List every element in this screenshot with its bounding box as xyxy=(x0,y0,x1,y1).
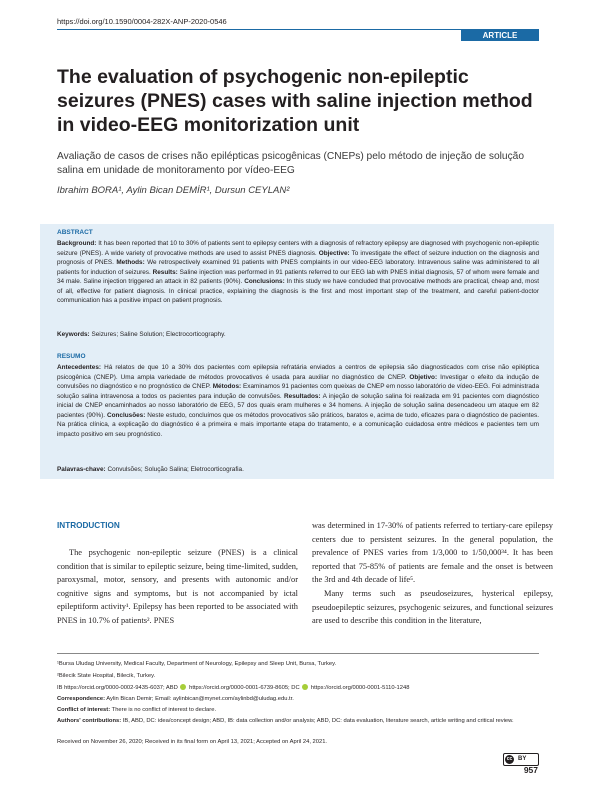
orcid-icon xyxy=(180,684,186,690)
article-type-badge: ARTICLE xyxy=(461,30,539,41)
objective-text: To investigate the effect of seizure induction on the diagnosis and prognosis of PNES. xyxy=(57,249,539,266)
intro-column-right xyxy=(312,519,553,628)
orcid-link-3[interactable]: https://orcid.org/0000-0001-5110-1248 xyxy=(310,685,410,691)
conflict-label: Conflict of interest: xyxy=(57,707,111,713)
orcid-line xyxy=(57,684,539,693)
conflict-text: There is no conflict of interest to declare. xyxy=(111,707,217,713)
palavras-chave-line xyxy=(57,465,244,475)
page-number: 957 xyxy=(523,765,538,775)
correspondence-label: Correspondence: xyxy=(57,696,105,702)
conflict-line xyxy=(57,706,539,715)
background-text: It has been reported that 10 to 30% of patients sent to epilepsy centers with a diagnosis of refractory epilepsy are diagnosed with psychogenic non-epileptic seizure (PNES). A wide variety of provocative methods are used to assist PNES diagnosis. xyxy=(57,240,539,257)
doi-link[interactable]: https://doi.org/10.1590/0004-282X-ANP-2020-0546 xyxy=(57,17,227,26)
abstract-heading: ABSTRACT xyxy=(57,229,93,236)
objetivo-text: Investigar o efeito da indução de convulsões no diagnóstico e no prognóstico de CNEP. xyxy=(57,373,540,390)
contributions-text: IB, ABD, DC: idea/concept design; ABD, IB: data collection and/or analysis; ABD, DC: data evaluation, literature search, article writing and critical review. xyxy=(122,718,514,724)
background-label: Background: xyxy=(57,240,97,247)
by-label: BY xyxy=(518,756,527,762)
keywords-line xyxy=(57,330,226,340)
intro-paragraph: was determined in 17-30% of patients referred to tertiary-care epilepsy centers due to persistent seizures. In the general population, the prevalence of PNES varies from 1/3,000 to 1/50,000³⁴. It has been reported that 75-85% of patients are female and the onset is between the 3rd and 4th decade of life⁵. xyxy=(312,521,553,585)
affiliation-1: ¹Bursa Uludag University, Medical Faculty, Department of Neurology, Epilepsy and Sleep Unit, Bursa, Turkey. xyxy=(57,661,337,667)
orcid-link-1[interactable]: IB https://orcid.org/0000-0002-9435-6037; ABD xyxy=(57,685,178,691)
conclusoes-label: Conclusões: xyxy=(107,411,146,419)
resultados-text: A injeção de solução salina foi realizada em 91 pacientes com diagnóstico inicial de CNEP encaminhados ao nosso laboratório de EEG, 57 dos quais eram mulheres e 34 homens. A injeção de solução salina desencadeou um ataque em 82 pacientes (90%). xyxy=(57,392,539,419)
affiliation-2: ²Bilecik State Hospital, Bilecik, Turkey. xyxy=(57,673,156,679)
keywords-text: Seizures; Saline Solution; Electrocorticography. xyxy=(91,331,226,338)
orcid-link-2[interactable]: https://orcid.org/0000-0001-6739-8605; DC xyxy=(189,685,300,691)
keywords-label: Keywords: xyxy=(57,331,90,338)
footnote-rule xyxy=(57,653,539,654)
resultados-label: Resultados: xyxy=(284,392,321,400)
intro-column-left: The psychogenic non-epileptic seizure (PNES) is a clinical condition that is similar to epileptic seizure, being time-limited, sudden, paroxysmal, motor, sensory, and presents with autonomic and/or cognitive signs and symptoms, but is not accompanied by ictal epileptiform activity¹. Epilepsy has been reported to be associated with PNES in 10.7% of patients². PNES xyxy=(57,548,298,625)
introduction-heading: INTRODUCTION xyxy=(57,521,120,530)
abstract-body xyxy=(57,239,539,306)
article-subtitle: Avaliação de casos de crises não epilépticas psicogênicas (CNEPs) pelo método de injeção de solução salina em unidade de monitoramento por vídeo-EEG xyxy=(57,151,525,176)
resumo-body xyxy=(57,363,539,439)
intro-paragraph: Many terms such as pseudoseizures, hysterical epilepsy, pseudoepileptic seizures, psychogenic seizures, and functional seizures are used to describe this condition in the literature, xyxy=(312,588,553,626)
article-title: The evaluation of psychogenic non-epileptic seizures (PNES) cases with saline injection method in video-EEG monitorization unit xyxy=(57,66,533,136)
conclusions-text: In this study we have concluded that provocative methods are practical, cheap and, most of all, effective for patient diagnosis. In clinical practice, explaining the diagnosis is the first and most important step of the treatment, and careful patient-doctor communication has a positive impact on patient prognosis. xyxy=(57,278,539,304)
received-dates: Received on November 26, 2020; Received in its final form on April 13, 2021; Accepted on April 24, 2021. xyxy=(57,739,328,745)
metodos-label: Métodos: xyxy=(212,383,242,390)
antecedentes-text: Há relatos de que 10 a 30% dos pacientes com epilepsia refratária enviados a centros de epilepsia são diagnosticados com crise não epiléptica psicogênica (CNEP). Uma ampla variedade de métodos provocativos é usada para auxiliar no diagnóstico de CNEP. xyxy=(57,364,539,381)
palavras-text: Convulsões; Solução Salina; Eletrocorticografia. xyxy=(107,466,244,473)
cc-icon: cc xyxy=(506,756,513,762)
palavras-label: Palavras-chave: xyxy=(57,466,106,473)
methods-text: We retrospectively examined 91 patients with PNES complaints in our video-EEG laboratory. Intravenous saline was administered to all patients for induction of seizures. xyxy=(57,259,540,276)
correspondence-line xyxy=(57,695,539,704)
methods-label: Methods: xyxy=(116,259,145,266)
results-label: Results: xyxy=(152,268,178,276)
resumo-heading: RESUMO xyxy=(57,353,86,360)
conclusoes-text: Neste estudo, concluímos que os métodos provocativos são práticos, baratos e, acima de tudo, eficazes para o diagnóstico de pacientes. Na prática clínica, a explicação do diagnóstico é a primeira e mais importante etapa do tratamento, e a comunicação cuidadosa entre médicos e pacientes tem um impacto positivo em seu prognóstico. xyxy=(57,411,539,438)
objetivo-label: Objetivo: xyxy=(409,373,438,381)
orcid-icon xyxy=(302,684,308,690)
author-list: Ibrahim BORA¹, Aylin Bican DEMİR¹, Dursun CEYLAN² xyxy=(57,185,290,196)
results-text: Saline injection was performed in 91 patients referred to our EEG lab with PNES initial diagnosis, 57 of whom were female and 34 male. Saline injection triggered an attack in 82 patients (90%). xyxy=(57,268,539,285)
conclusions-label: Conclusions: xyxy=(244,278,285,285)
contributions-line xyxy=(57,717,539,726)
objective-label: Objective: xyxy=(318,249,350,257)
antecedentes-label: Antecedentes: xyxy=(57,364,102,371)
metodos-text: Examinamos 91 pacientes com queixas de CNEP em nosso laboratório de vídeo-EEG. Foi administrada solução salina intravenosa a todos os pacientes para indução de convulsões. xyxy=(57,383,540,400)
contributions-label: Authors' contributions: xyxy=(57,718,122,724)
correspondence-text: Aylin Bican Demir; Email: aylinbican@mynet.com/aylinbd@uludag.edu.tr. xyxy=(106,696,294,702)
